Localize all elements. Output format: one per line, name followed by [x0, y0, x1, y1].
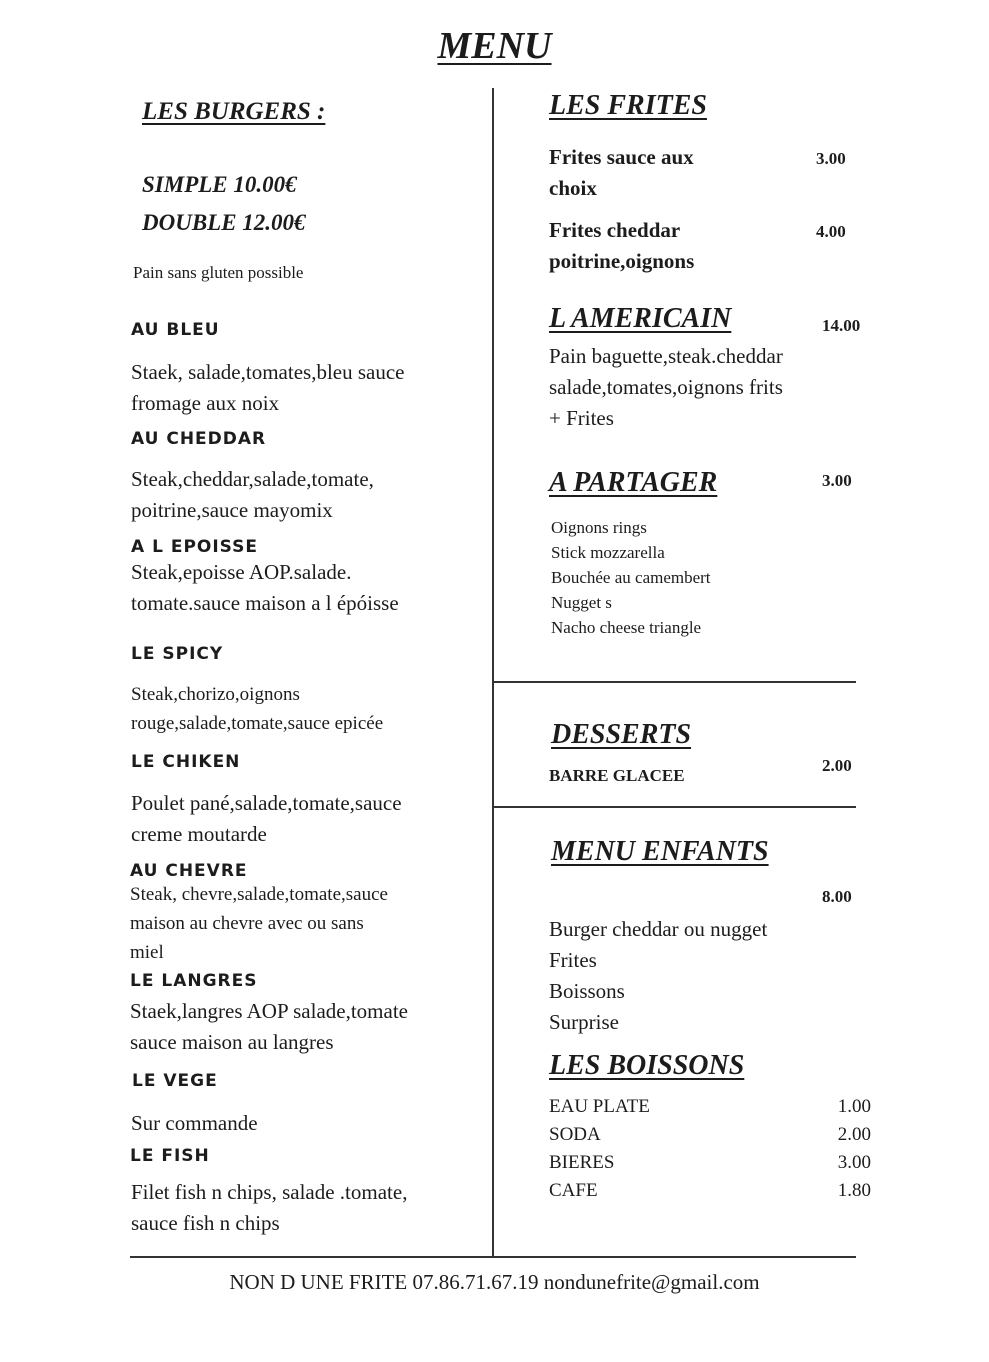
list-item: Nugget s — [551, 593, 612, 612]
burger-desc-au-cheddar — [131, 464, 374, 526]
dessert-item: BARRE GLACEE — [549, 766, 685, 785]
drink-price: 3.00 — [837, 1152, 871, 1173]
partager-list — [551, 515, 711, 640]
desc-line: Pain baguette,steak.cheddar — [549, 344, 783, 368]
partager-heading: A PARTAGER — [549, 467, 718, 498]
desserts-heading: DESSERTS — [551, 719, 692, 750]
drink-price: 1.00 — [837, 1096, 871, 1117]
desc-line: Filet fish n chips, salade .tomate, — [131, 1180, 408, 1204]
double-price: DOUBLE 12.00€ — [142, 210, 306, 235]
item-line: Frites sauce aux — [549, 145, 694, 169]
burger-desc-a-l-epoisse — [131, 557, 399, 619]
burger-desc-le-vege — [131, 1108, 258, 1139]
desc-line: creme moutarde — [131, 822, 267, 846]
bottom-divider — [130, 1256, 856, 1258]
column-divider — [492, 88, 494, 1258]
desc-line: poitrine,sauce mayomix — [131, 498, 333, 522]
desc-line: fromage aux noix — [131, 391, 280, 415]
burger-name-au-chevre: AU CHEVRE — [130, 861, 248, 881]
frites-price: 3.00 — [816, 149, 846, 168]
list-item: Bouchée au camembert — [551, 568, 711, 587]
drink-name: CAFE — [549, 1180, 598, 1201]
frites-item — [549, 142, 694, 204]
item-line: choix — [549, 176, 597, 200]
divider-above-desserts — [492, 681, 856, 683]
burger-name-le-chiken: LE CHIKEN — [131, 752, 241, 772]
boissons-heading: LES BOISSONS — [549, 1050, 745, 1081]
drink-row — [549, 1093, 871, 1121]
desc-line: miel — [130, 942, 164, 963]
list-item: Oignons rings — [551, 518, 647, 537]
desc-line: Sur commande — [131, 1111, 258, 1135]
desc-line: maison au chevre avec ou sans — [130, 913, 364, 934]
drink-row — [549, 1149, 871, 1177]
desserts-price: 2.00 — [822, 756, 852, 775]
desc-line: salade,tomates,oignons frits — [549, 375, 783, 399]
desc-line: sauce maison au langres — [130, 1030, 334, 1054]
burger-desc-au-chevre — [130, 880, 388, 967]
list-item: Burger cheddar ou nugget — [549, 917, 768, 941]
enfants-price: 8.00 — [822, 887, 852, 906]
frites-item — [549, 215, 694, 277]
item-line: Frites cheddar — [549, 218, 681, 242]
drink-name: SODA — [549, 1124, 601, 1145]
americain-desc — [549, 341, 783, 434]
list-item: Nacho cheese triangle — [551, 618, 702, 637]
desc-line: Steak,epoisse AOP.salade. — [131, 560, 352, 584]
list-item: Surprise — [549, 1010, 619, 1034]
desc-line: Steak,cheddar,salade,tomate, — [131, 467, 374, 491]
boissons-list — [549, 1093, 871, 1205]
burgers-heading: LES BURGERS : — [142, 98, 326, 125]
drink-name: EAU PLATE — [549, 1096, 650, 1117]
gluten-note: Pain sans gluten possible — [133, 263, 304, 282]
frites-heading: LES FRITES — [549, 90, 707, 121]
item-line: poitrine,oignons — [549, 249, 695, 273]
desc-line: tomate.sauce maison a l épóisse — [131, 591, 399, 615]
drink-row — [549, 1121, 871, 1149]
burger-desc-le-langres — [130, 996, 408, 1058]
burger-name-a-l-epoisse: A L EPOISSE — [131, 537, 259, 557]
divider-below-desserts — [492, 806, 856, 808]
burger-desc-au-bleu — [131, 357, 404, 419]
burger-desc-le-fish — [131, 1177, 407, 1239]
desc-line: Steak, chevre,salade,tomate,sauce — [130, 884, 388, 905]
drink-row — [549, 1177, 871, 1205]
page-title: MENU — [437, 25, 552, 67]
footer-contact: NON D UNE FRITE 07.86.71.67.19 nondunefrite@gmail.com — [229, 1270, 760, 1294]
drink-name: BIERES — [549, 1152, 615, 1173]
burger-name-le-fish: LE FISH — [130, 1146, 210, 1166]
burger-desc-le-spicy — [131, 680, 383, 738]
partager-price: 3.00 — [822, 471, 852, 490]
burger-name-le-spicy: LE SPICY — [131, 644, 224, 664]
americain-price: 14.00 — [822, 316, 861, 335]
desc-line: sauce fish n chips — [131, 1211, 280, 1235]
simple-price: SIMPLE 10.00€ — [142, 172, 297, 197]
desc-line: Staek,langres AOP salade,tomate — [130, 999, 408, 1023]
americain-heading: L AMERICAIN — [549, 303, 732, 334]
drink-price: 2.00 — [837, 1124, 871, 1145]
desc-line: rouge,salade,tomate,sauce epicée — [131, 713, 384, 734]
desc-line: Poulet pané,salade,tomate,sauce — [131, 791, 402, 815]
enfants-list — [549, 914, 767, 1038]
burger-name-le-langres: LE LANGRES — [130, 971, 258, 991]
list-item: Boissons — [549, 979, 625, 1003]
burger-name-au-bleu: AU BLEU — [131, 320, 220, 340]
burger-name-le-vege: LE VEGE — [132, 1071, 218, 1091]
desc-line: Staek, salade,tomates,bleu sauce — [131, 360, 405, 384]
burger-desc-le-chiken — [131, 788, 402, 850]
desc-line: Steak,chorizo,oignons — [131, 684, 300, 705]
enfants-heading: MENU ENFANTS — [551, 836, 769, 867]
list-item: Stick mozzarella — [551, 543, 665, 562]
frites-price: 4.00 — [816, 222, 846, 241]
burger-name-au-cheddar: AU CHEDDAR — [131, 429, 267, 449]
desc-line: + Frites — [549, 406, 614, 430]
list-item: Frites — [549, 948, 597, 972]
drink-price: 1.80 — [837, 1180, 871, 1201]
